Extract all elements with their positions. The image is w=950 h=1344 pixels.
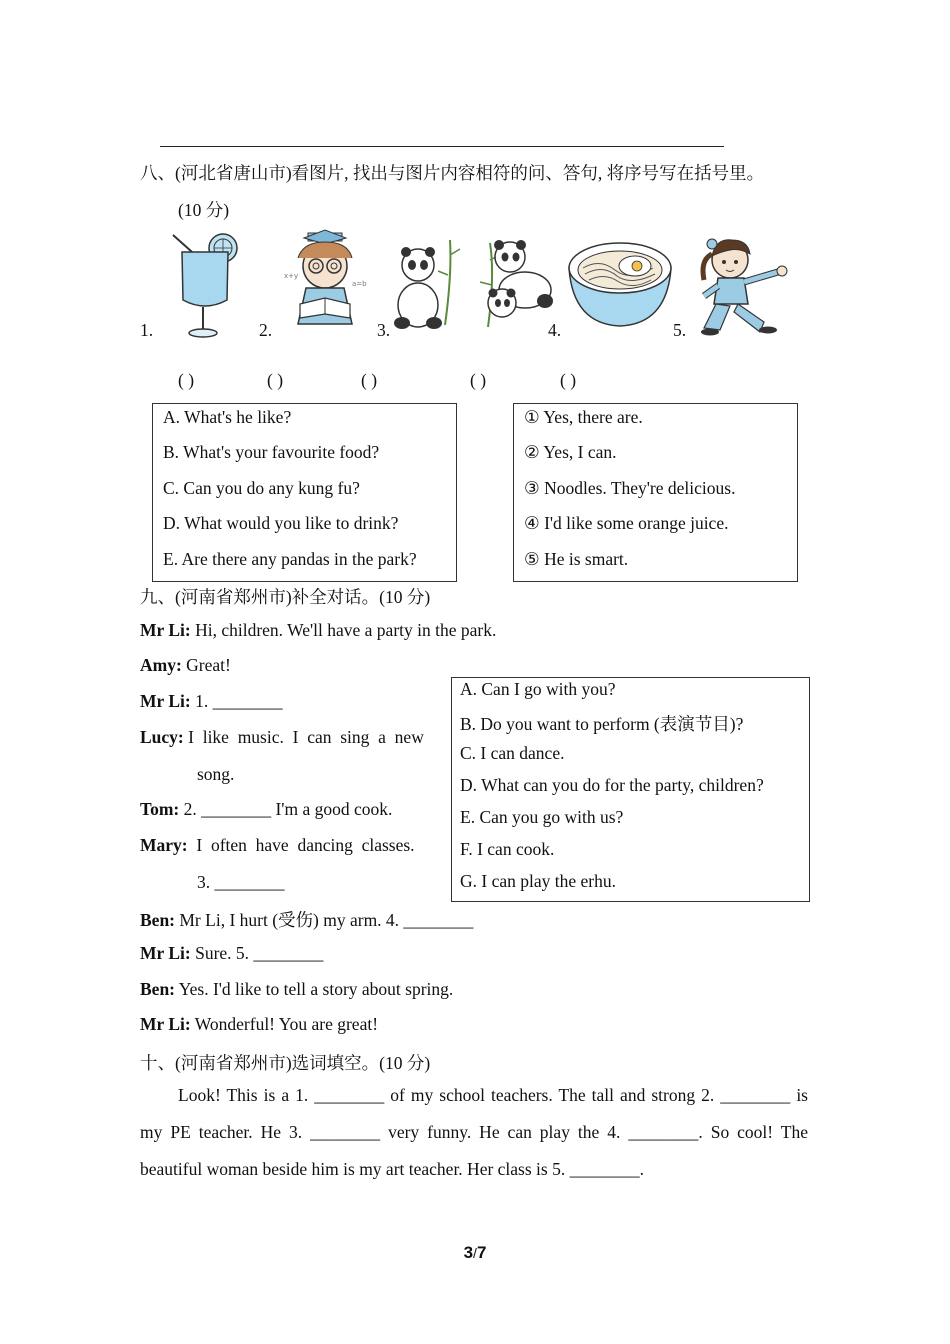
dialogue-line: Tom: 2. ________ I'm a good cook. [140,799,393,819]
answer-option-1: ① Yes, there are. [524,407,643,427]
smart-boy-reading-icon [278,228,373,340]
dialogue-line: Mr Li: 1. ________ [140,691,283,711]
answer-option-4: ④ I'd like some orange juice. [524,513,729,533]
picture-number-3: 3. [377,320,391,340]
question-option-d: D. What would you like to drink? [163,513,399,533]
dialogue-option-e: E. Can you go with us? [460,807,624,827]
dialogue-option-c: C. I can dance. [460,743,565,763]
dialogue-options-box [451,677,810,902]
dialogue-line-continued: song. [197,764,235,784]
dialogue-line: Mr Li: Hi, children. We'll have a party in the park. [140,620,497,640]
dialogue-line: Mary: I often have dancing classes. [140,835,415,855]
answer-option-3: ③ Noodles. They're delicious. [524,478,736,498]
dialogue-line: Mr Li: Wonderful! You are great! [140,1014,379,1034]
dialogue-option-g: G. I can play the erhu. [460,871,616,891]
dialogue-option-b: B. Do you want to perform (表演节目)? [460,714,744,734]
dialogue-option-a: A. Can I go with you? [460,679,616,699]
picture-number-1: 1. [140,320,154,340]
page-number: 3/7 [463,1243,487,1262]
dialogue-line-continued: 3. ________ [197,872,285,892]
svg-text:a=b: a=b [352,280,367,288]
cloze-passage: Look! This is a 1. ________ of my school teachers. The tall and strong 2. ________ is my PE teacher. He 3. ________ very funny. He can play the 4. ________. So cool! The beautiful woman beside him is my art teacher. Her class is 5. ________. [140,1085,808,1179]
dialogue-line: Ben: Mr Li, I hurt (受伤) my arm. 4. ________ [140,910,474,930]
section8-points: (10 分) [178,200,230,220]
dialogue-option-f: F. I can cook. [460,839,555,859]
noodles-bowl-icon [565,238,675,330]
juice-glass-icon [165,230,245,340]
picture-number-5: 5. [673,320,687,340]
pandas-icon [390,235,555,335]
dialogue-line: Amy: Great! [140,655,231,675]
dialogue-line: Mr Li: Sure. 5. ________ [140,943,324,963]
answer-option-5: ⑤ He is smart. [524,549,629,569]
answer-paren-3[interactable]: ( ) [361,370,378,390]
question-option-e: E. Are there any pandas in the park? [163,549,417,569]
section10-heading: 十、(河南省郑州市)选词填空。(10 分) [140,1053,431,1073]
dialogue-line: Ben: Yes. I'd like to tell a story about spring. [140,979,454,999]
answer-options-box [513,403,798,582]
dialogue-line: Lucy: I like music. I can sing a new [140,727,424,747]
answer-option-2: ② Yes, I can. [524,442,617,462]
answer-paren-2[interactable]: ( ) [267,370,284,390]
section8-heading: 八、(河北省唐山市)看图片, 找出与图片内容相符的问、答句, 将序号写在括号里。 [140,163,765,183]
question-option-c: C. Can you do any kung fu? [163,478,360,498]
answer-paren-4[interactable]: ( ) [470,370,487,390]
kung-fu-girl-icon [690,230,800,342]
answer-paren-1[interactable]: ( ) [178,370,195,390]
question-option-a: A. What's he like? [163,407,292,427]
answer-paren-5[interactable]: ( ) [560,370,577,390]
picture-number-2: 2. [259,320,273,340]
question-option-b: B. What's your favourite food? [163,442,380,462]
question-options-box [152,403,457,582]
section9-heading: 九、(河南省郑州市)补全对话。(10 分) [140,587,431,607]
dialogue-option-d: D. What can you do for the party, children? [460,775,764,795]
svg-text:x+y: x+y [284,272,299,280]
answer-line [160,146,724,147]
picture-number-4: 4. [548,320,562,340]
